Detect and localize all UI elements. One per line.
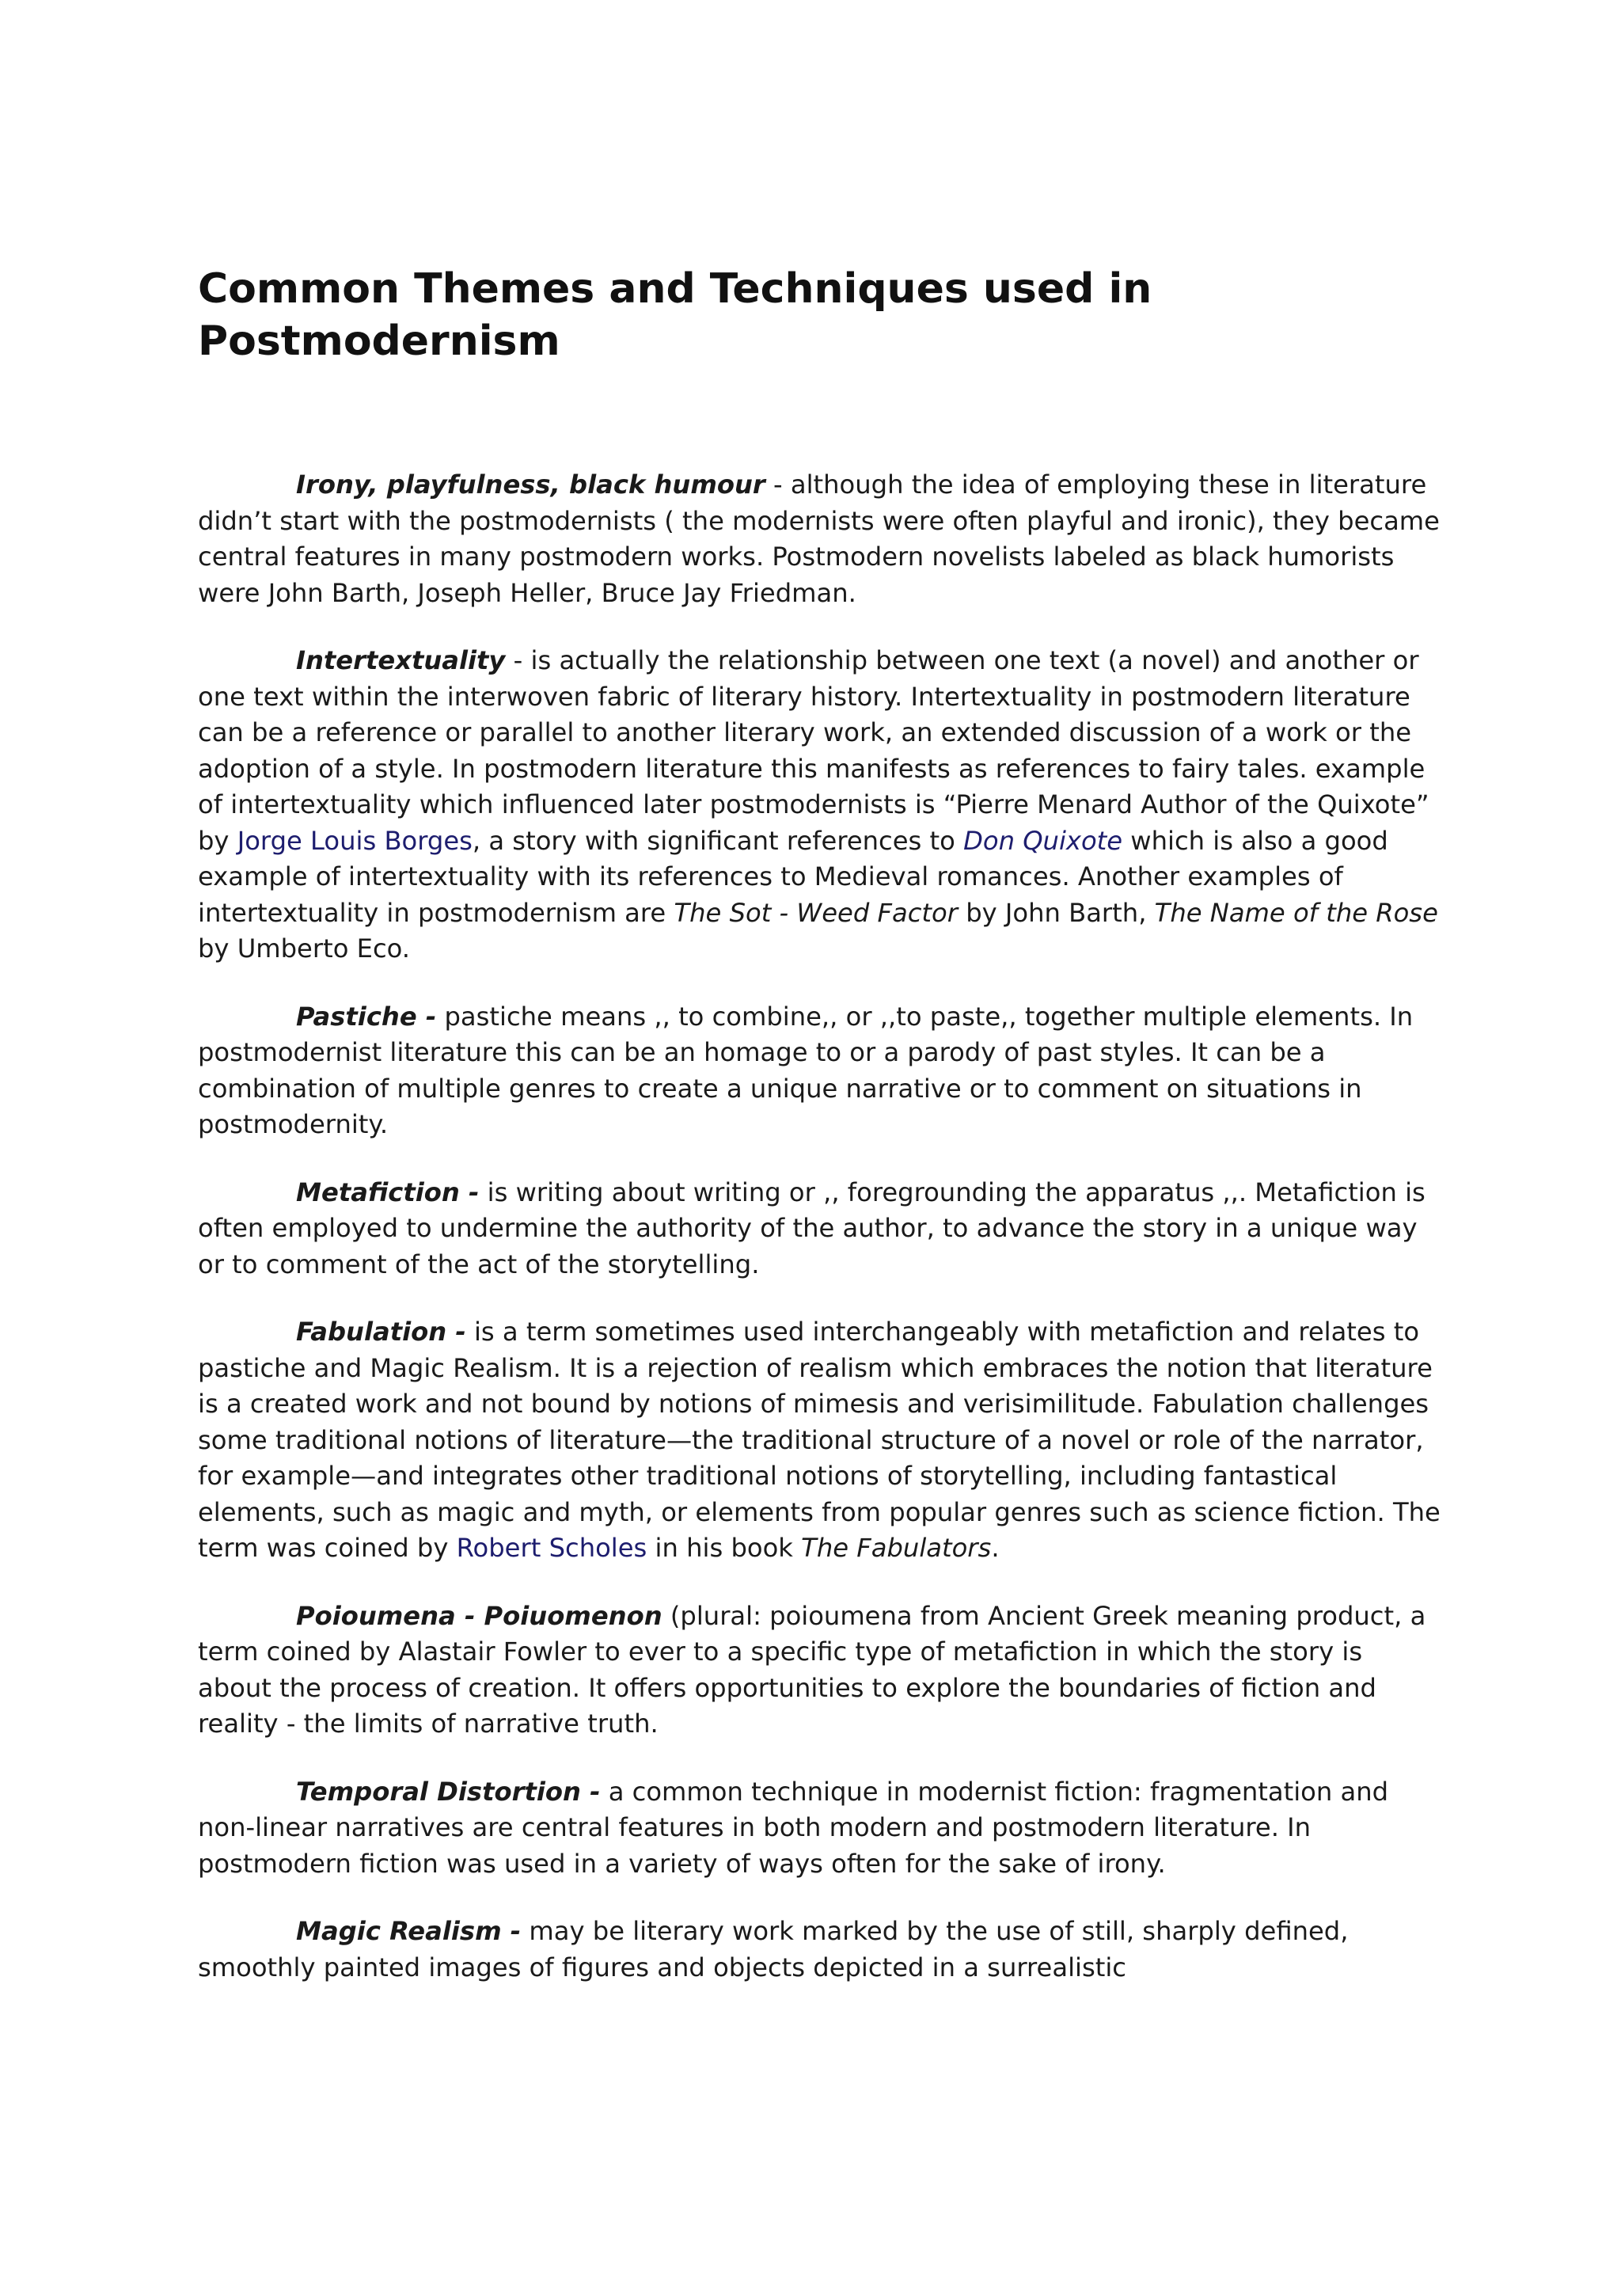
section-text: - although the idea of employing these in literature didn’t start with the postmodernists ( the modernists were often playful and ironic), they became central features in many postmodern works. Postmodern novelists labeled as black humorists were John Barth, Joseph Heller, Bruce Jay Friedman. <box>198 469 1440 608</box>
document-body <box>198 467 1442 2017</box>
section-irony <box>198 467 1442 611</box>
section-text: - is actually the relationship between one text (a novel) and another or one text within the interwoven fabric of literary history. Intertextuality in postmodern literature can be a reference or parallel to another literary work, an extended discussion of a work or the adoption of a style. In postmodern literature this manifests as references to fairy tales. example of intertextuality which influenced later postmodernists is “Pierre Menard Author of the Quixote” by <box>198 645 1429 856</box>
section-magic-realism <box>198 1914 1442 1986</box>
work-title: The Fabulators <box>801 1533 992 1563</box>
section-term: Irony, playfulness, black humour <box>296 469 765 500</box>
section-poioumena <box>198 1598 1442 1743</box>
section-text: is writing about writing or ,, foregrounding the apparatus ,,. Metafiction is often employed to undermine the authority of the author, to advance the story in a unique way or to comment of the act of the storytelling. <box>198 1177 1425 1279</box>
section-term: Magic Realism - <box>296 1916 522 1946</box>
section-term: Pastiche - <box>296 1001 437 1032</box>
page-title: Common Themes and Techniques used in Postmodernism <box>198 265 1152 365</box>
section-text: pastiche means ,, to combine,, or ,,to paste,, together multiple elements. In postmodernist literature this can be an homage to or a parody of past styles. It can be a combination of multiple genres to create a unique narrative or to comment on situations in postmodernity. <box>198 1001 1414 1139</box>
work-title: The Name of the Rose <box>1154 897 1438 928</box>
section-metafiction <box>198 1175 1442 1283</box>
link-robert-scholes[interactable]: Robert Scholes <box>456 1533 647 1563</box>
link-don-quixote[interactable]: Don Quixote <box>963 825 1123 856</box>
section-term: Fabulation - <box>296 1317 466 1347</box>
section-text: , a story with significant references to <box>472 825 964 856</box>
section-text: by Umberto Eco. <box>198 933 411 964</box>
section-text: (plural: poioumena from Ancient Greek meaning product, a term coined by Alastair Fowler to ever to a specific type of metafiction in which the story is about the process of creation. It offers opportunities to explore the boundaries of fiction and reality - the limits of narrative truth. <box>198 1600 1426 1739</box>
section-text: in his book <box>647 1533 802 1563</box>
section-intertextuality <box>198 643 1442 967</box>
section-text: which is also a good example of intertextuality with its references to Medieval romances. Another examples of intertextuality in postmodernism are <box>198 825 1388 928</box>
section-term: Temporal Distortion - <box>296 1776 601 1807</box>
section-term: Intertextuality <box>296 645 506 675</box>
section-temporal-distortion <box>198 1774 1442 1883</box>
section-text: is a term sometimes used interchangeably with metafiction and relates to pastiche and Magic Realism. It is a rejection of realism which embraces the notion that literature is a created work and not bound by notions of mimesis and verisimilitude. Fabulation challenges some traditional notions of literature—the traditional structure of a novel or role of the narrator, for example—and integrates other traditional notions of storytelling, including fantastical elements, such as magic and myth, or elements from popular genres such as science fiction. The term was coined by <box>198 1317 1441 1563</box>
section-text: may be literary work marked by the use of still, sharply defined, smoothly painted images of figures and objects depicted in a surrealistic <box>198 1916 1349 1982</box>
section-text: . <box>991 1533 1000 1563</box>
section-text: a common technique in modernist fiction: fragmentation and non-linear narratives are central features in both modern and postmodern literature. In postmodern fiction was used in a variety of ways often for the sake of irony. <box>198 1776 1389 1879</box>
link-jorge-louis-borges[interactable]: Jorge Louis Borges <box>237 825 473 856</box>
work-title: The Sot - Weed Factor <box>674 897 958 928</box>
section-pastiche <box>198 999 1442 1143</box>
section-text: by John Barth, <box>957 897 1155 928</box>
section-fabulation <box>198 1314 1442 1567</box>
section-term: Poioumena - Poiuomenon <box>296 1600 662 1631</box>
section-term: Metafiction - <box>296 1177 480 1207</box>
